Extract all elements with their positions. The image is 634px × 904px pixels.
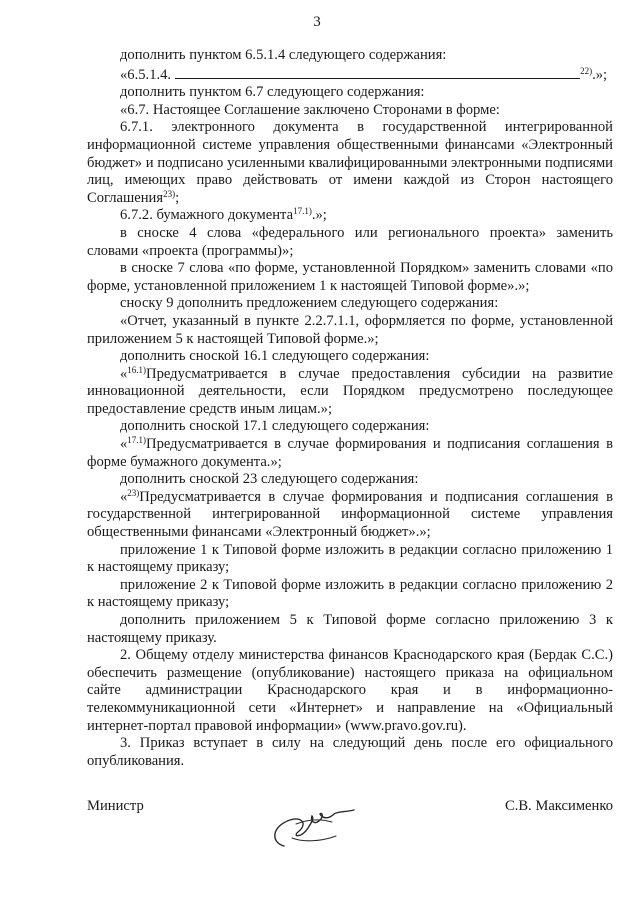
- paragraph: дополнить приложением 5 к Типовой форме согласно приложению 3 к настоящему приказу.: [87, 612, 613, 646]
- paragraph: 6.7.1. электронного документа в государственной интегрированной информационной системе управления общественными финансами «Электронный бюджет» и подписано усиленными квалифицированными электронными подписями лиц, имеющих право действовать от имени каждой из Сторон настоящего Соглашения$^{23)}$;: [87, 119, 613, 206]
- paragraph: дополнить сноской 23 следующего содержания:: [120, 471, 419, 488]
- paragraph: дополнить пунктом 6.5.1.4 следующего содержания:: [120, 47, 447, 63]
- paragraph: в сноске 7 слова «по форме, установленной Порядком» заменить словами «по форме, установленной приложением 1 к настоящей Типовой форме».»;: [87, 260, 613, 294]
- paragraph: «$^{16.1)}$Предусматривается в случае предоставления субсидии на развитие инновационной деятельности, если Порядком предусмотрено последующее предоставление средств иным лицам.»;: [87, 364, 613, 417]
- paragraph: дополнить сноской 17.1 следующего содержания:: [120, 418, 430, 435]
- paragraph: сноску 9 дополнить предложением следующего содержания:: [120, 295, 499, 312]
- paragraph-6-5-1-4: «6.5.1.4. $^{22)}$.»;: [120, 65, 608, 83]
- paragraph: приложение 2 к Типовой форме изложить в редакции согласно приложению 2 к настоящему приказу;: [87, 576, 613, 611]
- paragraph: приложение 1 к Типовой форме изложить в редакции согласно приложению 1 к настоящему приказу;: [87, 541, 613, 576]
- footnote-ref: 23): [163, 188, 176, 199]
- footnote-ref: 23): [127, 487, 140, 498]
- paragraph: в сноске 4 слова «федерального или регионального проекта» заменить словами «проекта (программы)»;: [87, 224, 613, 259]
- footnote-ref: 17.1): [293, 206, 312, 217]
- document-body: [87, 47, 613, 770]
- paragraph: 2. Общему отделу министерства финансов Краснодарского края (Бердак С.С.) обеспечить размещение (опубликование) настоящего приказа на официальном сайте администрации Краснодарского края и в информационно-телекоммуникационной сети «Интернет» и направление на «Официальный интернет-портал правовой информации» (www.pravo.gov.ru).: [87, 647, 613, 734]
- paragraph: «$^{17.1)}$Предусматривается в случае формирования и подписания соглашения в форме бумажного документа.»;: [87, 435, 613, 470]
- paragraph: «Отчет, указанный в пункте 2.2.7.1.1, оформляется по форме, установленной приложением 5 к настоящей Типовой форме.»;: [87, 312, 613, 347]
- paragraph: дополнить сноской 16.1 следующего содержания:: [120, 348, 430, 365]
- signatory-title: Министр: [87, 798, 144, 814]
- paragraph: «6.7. Настоящее Соглашение заключено Сторонами в форме:: [120, 101, 500, 118]
- blank-fill-line: [175, 65, 580, 79]
- paragraph: 6.7.2. бумажного документа$^{17.1)}$.»;: [120, 206, 327, 224]
- paragraph: «$^{23)}$Предусматривается в случае формирования и подписания соглашения в государственной интегрированной информационной системе управления общественными финансами «Электронный бюджет».»;: [87, 487, 613, 541]
- footnote-ref: 17.1): [127, 435, 147, 446]
- signatory-name: С.В. Максименко: [504, 798, 613, 814]
- paragraph: дополнить пунктом 6.7 следующего содержания:: [120, 84, 425, 101]
- paragraph: 3. Приказ вступает в силу на следующий день после его официального опубликования.: [87, 735, 613, 769]
- footnote-ref: 22): [580, 65, 593, 76]
- signature-block: [87, 798, 613, 858]
- handwritten-signature: [262, 798, 362, 853]
- footnote-ref: 16.1): [127, 364, 147, 375]
- page-number: 3: [313, 14, 321, 30]
